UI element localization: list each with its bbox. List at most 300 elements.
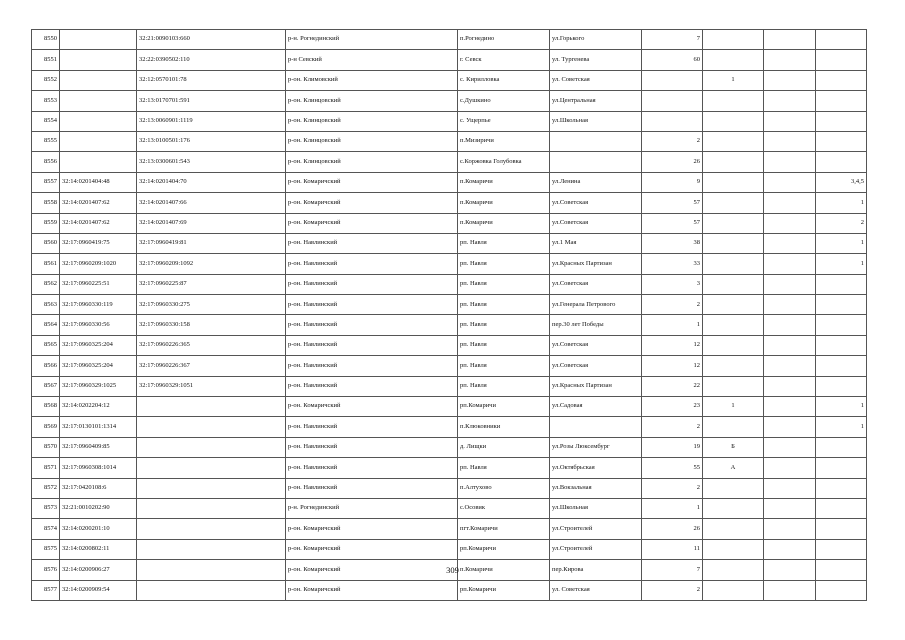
cadastral-number-cell: 32:17:0960308:1014 bbox=[60, 458, 137, 478]
cadastral-number-2-cell: 32:17:0960329:1051 bbox=[137, 376, 286, 396]
cadastral-number-2-cell bbox=[137, 539, 286, 559]
cadastral-number-cell: 32:17:0960209:1020 bbox=[60, 254, 137, 274]
cadastral-number-2-cell bbox=[137, 498, 286, 518]
apartment-cell bbox=[764, 30, 816, 50]
cadastral-number-2-cell bbox=[137, 580, 286, 600]
house-number-cell: 1 bbox=[642, 315, 703, 335]
apartment-cell bbox=[764, 131, 816, 151]
apartment-cell bbox=[764, 376, 816, 396]
district-cell: р-он. Комаричский bbox=[286, 172, 458, 192]
table-row bbox=[32, 152, 867, 172]
room-cell bbox=[816, 498, 867, 518]
locality-cell: с. Кирилловка bbox=[458, 70, 550, 90]
row-number-cell: 8573 bbox=[32, 498, 60, 518]
locality-cell: рп. Навля bbox=[458, 356, 550, 376]
district-cell: р-он. Навлинский bbox=[286, 478, 458, 498]
house-number-cell: 60 bbox=[642, 50, 703, 70]
table-row bbox=[32, 417, 867, 437]
cadastral-number-cell bbox=[60, 91, 137, 111]
locality-cell: рп. Навля bbox=[458, 274, 550, 294]
apartment-cell bbox=[764, 295, 816, 315]
building-cell bbox=[703, 274, 764, 294]
cadastral-number-2-cell: 32:17:0960330:158 bbox=[137, 315, 286, 335]
house-number-cell: 11 bbox=[642, 539, 703, 559]
locality-cell: рп. Навля bbox=[458, 233, 550, 253]
locality-cell: рп. Навля bbox=[458, 295, 550, 315]
building-cell bbox=[703, 376, 764, 396]
cadastral-number-2-cell bbox=[137, 397, 286, 417]
row-number-cell: 8572 bbox=[32, 478, 60, 498]
district-cell: р-он. Навлинский bbox=[286, 376, 458, 396]
room-cell bbox=[816, 315, 867, 335]
house-number-cell: 2 bbox=[642, 131, 703, 151]
locality-cell: с. Ущерпье bbox=[458, 111, 550, 131]
building-cell bbox=[703, 580, 764, 600]
apartment-cell bbox=[764, 356, 816, 376]
district-cell: р-н. Рогнединский bbox=[286, 498, 458, 518]
table-row bbox=[32, 233, 867, 253]
cadastral-number-cell: 32:14:0201407:62 bbox=[60, 193, 137, 213]
cadastral-number-2-cell bbox=[137, 519, 286, 539]
row-number-cell: 8570 bbox=[32, 437, 60, 457]
district-cell: р-н. Рогнединский bbox=[286, 30, 458, 50]
cadastral-number-2-cell: 32:17:0960226:367 bbox=[137, 356, 286, 376]
building-cell bbox=[703, 498, 764, 518]
district-cell: р-он. Навлинский bbox=[286, 335, 458, 355]
district-cell: р-он. Комаричский bbox=[286, 397, 458, 417]
district-cell: р-н Севский bbox=[286, 50, 458, 70]
district-cell: р-он. Навлинский bbox=[286, 254, 458, 274]
street-cell: ул.Красных Партизан bbox=[550, 376, 642, 396]
cadastral-number-cell: 32:14:0200802:11 bbox=[60, 539, 137, 559]
table-row bbox=[32, 519, 867, 539]
table-row bbox=[32, 376, 867, 396]
house-number-cell: 22 bbox=[642, 376, 703, 396]
street-cell bbox=[550, 417, 642, 437]
cadastral-number-cell: 32:17:0960330:56 bbox=[60, 315, 137, 335]
district-cell: р-он. Клинцовский bbox=[286, 91, 458, 111]
cadastral-number-cell: 32:14:0200909:54 bbox=[60, 580, 137, 600]
room-cell bbox=[816, 580, 867, 600]
street-cell: пер.Кирова bbox=[550, 560, 642, 580]
locality-cell: п.Мизиричи bbox=[458, 131, 550, 151]
table-row bbox=[32, 356, 867, 376]
house-number-cell: 38 bbox=[642, 233, 703, 253]
cadastral-number-cell bbox=[60, 152, 137, 172]
house-number-cell: 23 bbox=[642, 397, 703, 417]
apartment-cell bbox=[764, 519, 816, 539]
street-cell: ул.Центральная bbox=[550, 91, 642, 111]
table-row bbox=[32, 172, 867, 192]
locality-cell: рп. Навля bbox=[458, 315, 550, 335]
cadastral-number-2-cell: 32:17:0960419:81 bbox=[137, 233, 286, 253]
register-table bbox=[31, 29, 867, 601]
house-number-cell: 9 bbox=[642, 172, 703, 192]
building-cell bbox=[703, 295, 764, 315]
cadastral-number-cell: 32:14:0200201:10 bbox=[60, 519, 137, 539]
room-cell bbox=[816, 30, 867, 50]
building-cell bbox=[703, 131, 764, 151]
building-cell bbox=[703, 233, 764, 253]
cadastral-number-cell: 32:17:0960409:85 bbox=[60, 437, 137, 457]
building-cell bbox=[703, 111, 764, 131]
cadastral-number-2-cell: 32:17:0960330:275 bbox=[137, 295, 286, 315]
house-number-cell: 26 bbox=[642, 152, 703, 172]
row-number-cell: 8551 bbox=[32, 50, 60, 70]
building-cell bbox=[703, 315, 764, 335]
apartment-cell bbox=[764, 274, 816, 294]
house-number-cell: 55 bbox=[642, 458, 703, 478]
building-cell bbox=[703, 193, 764, 213]
row-number-cell: 8554 bbox=[32, 111, 60, 131]
room-cell: 2 bbox=[816, 213, 867, 233]
row-number-cell: 8569 bbox=[32, 417, 60, 437]
table-row bbox=[32, 193, 867, 213]
building-cell bbox=[703, 152, 764, 172]
street-cell: ул.Советская bbox=[550, 213, 642, 233]
table-row bbox=[32, 397, 867, 417]
cadastral-number-cell bbox=[60, 30, 137, 50]
apartment-cell bbox=[764, 580, 816, 600]
street-cell: ул.Генерала Петрового bbox=[550, 295, 642, 315]
building-cell bbox=[703, 30, 764, 50]
cadastral-number-cell: 32:14:0202204:12 bbox=[60, 397, 137, 417]
apartment-cell bbox=[764, 417, 816, 437]
locality-cell: рп. Навля bbox=[458, 376, 550, 396]
apartment-cell bbox=[764, 335, 816, 355]
locality-cell: д. Лищки bbox=[458, 437, 550, 457]
district-cell: р-он. Клинцовский bbox=[286, 152, 458, 172]
room-cell bbox=[816, 519, 867, 539]
apartment-cell bbox=[764, 152, 816, 172]
cadastral-number-cell bbox=[60, 70, 137, 90]
row-number-cell: 8571 bbox=[32, 458, 60, 478]
table-row bbox=[32, 580, 867, 600]
room-cell bbox=[816, 478, 867, 498]
table-row bbox=[32, 458, 867, 478]
street-cell: ул. Советская bbox=[550, 70, 642, 90]
house-number-cell bbox=[642, 111, 703, 131]
house-number-cell: 19 bbox=[642, 437, 703, 457]
room-cell bbox=[816, 539, 867, 559]
locality-cell: рп. Навля bbox=[458, 254, 550, 274]
apartment-cell bbox=[764, 172, 816, 192]
cadastral-number-2-cell: 32:17:0960226:365 bbox=[137, 335, 286, 355]
apartment-cell bbox=[764, 111, 816, 131]
locality-cell: п.Комаричи bbox=[458, 172, 550, 192]
house-number-cell bbox=[642, 70, 703, 90]
district-cell: р-он. Клинцовский bbox=[286, 131, 458, 151]
apartment-cell bbox=[764, 70, 816, 90]
cadastral-number-2-cell: 32:21:0090103:660 bbox=[137, 30, 286, 50]
room-cell bbox=[816, 70, 867, 90]
house-number-cell: 57 bbox=[642, 193, 703, 213]
table-row bbox=[32, 213, 867, 233]
apartment-cell bbox=[764, 193, 816, 213]
cadastral-number-cell bbox=[60, 131, 137, 151]
district-cell: р-он. Навлинский bbox=[286, 274, 458, 294]
house-number-cell: 33 bbox=[642, 254, 703, 274]
street-cell: ул.Горького bbox=[550, 30, 642, 50]
table-row bbox=[32, 91, 867, 111]
room-cell bbox=[816, 274, 867, 294]
street-cell: ул.Строителей bbox=[550, 519, 642, 539]
row-number-cell: 8559 bbox=[32, 213, 60, 233]
room-cell: 1 bbox=[816, 254, 867, 274]
table-row bbox=[32, 315, 867, 335]
row-number-cell: 8562 bbox=[32, 274, 60, 294]
street-cell: ул.Садовая bbox=[550, 397, 642, 417]
row-number-cell: 8568 bbox=[32, 397, 60, 417]
apartment-cell bbox=[764, 458, 816, 478]
table-row bbox=[32, 131, 867, 151]
house-number-cell: 2 bbox=[642, 580, 703, 600]
row-number-cell: 8566 bbox=[32, 356, 60, 376]
street-cell: ул.Школьная bbox=[550, 111, 642, 131]
cadastral-number-cell: 32:17:0960225:51 bbox=[60, 274, 137, 294]
row-number-cell: 8557 bbox=[32, 172, 60, 192]
house-number-cell: 7 bbox=[642, 560, 703, 580]
room-cell bbox=[816, 131, 867, 151]
locality-cell: с.Коржовка Голубовка bbox=[458, 152, 550, 172]
locality-cell: рп. Навля bbox=[458, 335, 550, 355]
building-cell bbox=[703, 539, 764, 559]
row-number-cell: 8560 bbox=[32, 233, 60, 253]
row-number-cell: 8561 bbox=[32, 254, 60, 274]
apartment-cell bbox=[764, 437, 816, 457]
room-cell bbox=[816, 376, 867, 396]
row-number-cell: 8550 bbox=[32, 30, 60, 50]
locality-cell: п.Рогнедино bbox=[458, 30, 550, 50]
building-cell: 1 bbox=[703, 70, 764, 90]
cadastral-number-cell bbox=[60, 50, 137, 70]
cadastral-number-2-cell bbox=[137, 417, 286, 437]
cadastral-number-2-cell bbox=[137, 437, 286, 457]
district-cell: р-он. Комаричский bbox=[286, 519, 458, 539]
building-cell bbox=[703, 519, 764, 539]
cadastral-number-2-cell: 32:13:0060901:1119 bbox=[137, 111, 286, 131]
cadastral-number-2-cell: 32:14:0201404:70 bbox=[137, 172, 286, 192]
district-cell: р-он. Навлинский bbox=[286, 315, 458, 335]
row-number-cell: 8552 bbox=[32, 70, 60, 90]
street-cell bbox=[550, 152, 642, 172]
district-cell: р-он. Навлинский bbox=[286, 356, 458, 376]
table-row bbox=[32, 478, 867, 498]
room-cell: 3,4,5 bbox=[816, 172, 867, 192]
building-cell bbox=[703, 417, 764, 437]
locality-cell: с.Осовик bbox=[458, 498, 550, 518]
locality-cell: п.Алтухово bbox=[458, 478, 550, 498]
house-number-cell: 57 bbox=[642, 213, 703, 233]
building-cell: А bbox=[703, 458, 764, 478]
street-cell: ул.Вокзальная bbox=[550, 478, 642, 498]
row-number-cell: 8558 bbox=[32, 193, 60, 213]
room-cell bbox=[816, 356, 867, 376]
district-cell: р-он. Климовский bbox=[286, 70, 458, 90]
row-number-cell: 8577 bbox=[32, 580, 60, 600]
building-cell bbox=[703, 478, 764, 498]
row-number-cell: 8563 bbox=[32, 295, 60, 315]
district-cell: р-он. Комаричский bbox=[286, 560, 458, 580]
table-row bbox=[32, 539, 867, 559]
locality-cell: п.Клюковники bbox=[458, 417, 550, 437]
room-cell bbox=[816, 111, 867, 131]
building-cell bbox=[703, 356, 764, 376]
cadastral-number-cell: 32:17:0420108:6 bbox=[60, 478, 137, 498]
table-row bbox=[32, 295, 867, 315]
apartment-cell bbox=[764, 478, 816, 498]
cadastral-number-2-cell: 32:14:0201407:69 bbox=[137, 213, 286, 233]
house-number-cell: 2 bbox=[642, 417, 703, 437]
district-cell: р-он. Комаричский bbox=[286, 539, 458, 559]
row-number-cell: 8567 bbox=[32, 376, 60, 396]
cadastral-number-cell bbox=[60, 111, 137, 131]
table-row bbox=[32, 30, 867, 50]
locality-cell: рп.Комаричи bbox=[458, 397, 550, 417]
street-cell: ул.Советская bbox=[550, 274, 642, 294]
street-cell bbox=[550, 131, 642, 151]
building-cell bbox=[703, 172, 764, 192]
district-cell: р-он. Клинцовский bbox=[286, 111, 458, 131]
house-number-cell: 1 bbox=[642, 498, 703, 518]
cadastral-number-2-cell bbox=[137, 478, 286, 498]
house-number-cell: 7 bbox=[642, 30, 703, 50]
building-cell bbox=[703, 50, 764, 70]
table-body bbox=[32, 30, 867, 601]
district-cell: р-он. Комаричский bbox=[286, 193, 458, 213]
row-number-cell: 8556 bbox=[32, 152, 60, 172]
room-cell: 1 bbox=[816, 193, 867, 213]
table-row bbox=[32, 274, 867, 294]
building-cell bbox=[703, 213, 764, 233]
district-cell: р-он. Навлинский bbox=[286, 295, 458, 315]
room-cell bbox=[816, 152, 867, 172]
cadastral-number-2-cell bbox=[137, 458, 286, 478]
cadastral-number-cell: 32:21:0010202:90 bbox=[60, 498, 137, 518]
apartment-cell bbox=[764, 498, 816, 518]
house-number-cell: 3 bbox=[642, 274, 703, 294]
cadastral-number-cell: 32:14:0201404:48 bbox=[60, 172, 137, 192]
house-number-cell: 2 bbox=[642, 478, 703, 498]
page-number: 309 bbox=[446, 565, 459, 575]
street-cell: ул.Советская bbox=[550, 356, 642, 376]
locality-cell: рп.Комаричи bbox=[458, 580, 550, 600]
locality-cell: п.Комаричи bbox=[458, 213, 550, 233]
cadastral-number-cell: 32:14:0201407:62 bbox=[60, 213, 137, 233]
cadastral-number-cell: 32:14:0200906:27 bbox=[60, 560, 137, 580]
locality-cell: п.Комаричи bbox=[458, 193, 550, 213]
building-cell: 1 bbox=[703, 397, 764, 417]
cadastral-number-2-cell: 32:17:0960225:87 bbox=[137, 274, 286, 294]
row-number-cell: 8574 bbox=[32, 519, 60, 539]
house-number-cell: 12 bbox=[642, 356, 703, 376]
street-cell: пер.30 лет Победы bbox=[550, 315, 642, 335]
room-cell bbox=[816, 437, 867, 457]
house-number-cell: 2 bbox=[642, 295, 703, 315]
building-cell bbox=[703, 335, 764, 355]
street-cell: ул.Строителей bbox=[550, 539, 642, 559]
row-number-cell: 8555 bbox=[32, 131, 60, 151]
street-cell: ул.Розы Люксембург bbox=[550, 437, 642, 457]
row-number-cell: 8564 bbox=[32, 315, 60, 335]
locality-cell: п.Комаричи bbox=[458, 560, 550, 580]
cadastral-number-2-cell: 32:17:0960209:1092 bbox=[137, 254, 286, 274]
district-cell: р-он. Комаричский bbox=[286, 213, 458, 233]
cadastral-number-2-cell: 32:14:0201407:66 bbox=[137, 193, 286, 213]
apartment-cell bbox=[764, 539, 816, 559]
street-cell: ул.Советская bbox=[550, 193, 642, 213]
street-cell: ул.1 Мая bbox=[550, 233, 642, 253]
locality-cell: с.Душкино bbox=[458, 91, 550, 111]
locality-cell: пгт.Комаричи bbox=[458, 519, 550, 539]
building-cell: Б bbox=[703, 437, 764, 457]
room-cell bbox=[816, 295, 867, 315]
district-cell: р-он. Навлинский bbox=[286, 233, 458, 253]
room-cell bbox=[816, 458, 867, 478]
row-number-cell: 8575 bbox=[32, 539, 60, 559]
district-cell: р-он. Навлинский bbox=[286, 458, 458, 478]
table-row bbox=[32, 498, 867, 518]
table-row bbox=[32, 437, 867, 457]
district-cell: р-он. Комаричский bbox=[286, 580, 458, 600]
row-number-cell: 8565 bbox=[32, 335, 60, 355]
cadastral-number-cell: 32:17:0960325:204 bbox=[60, 335, 137, 355]
apartment-cell bbox=[764, 254, 816, 274]
table-row bbox=[32, 70, 867, 90]
apartment-cell bbox=[764, 50, 816, 70]
room-cell: 1 bbox=[816, 397, 867, 417]
building-cell bbox=[703, 254, 764, 274]
room-cell bbox=[816, 335, 867, 355]
apartment-cell bbox=[764, 91, 816, 111]
cadastral-number-2-cell: 32:13:0300601:543 bbox=[137, 152, 286, 172]
apartment-cell bbox=[764, 315, 816, 335]
street-cell: ул.Советская bbox=[550, 335, 642, 355]
district-cell: р-он. Навлинский bbox=[286, 417, 458, 437]
apartment-cell bbox=[764, 233, 816, 253]
room-cell bbox=[816, 50, 867, 70]
house-number-cell bbox=[642, 91, 703, 111]
locality-cell: рп.Комаричи bbox=[458, 539, 550, 559]
room-cell bbox=[816, 91, 867, 111]
room-cell: 1 bbox=[816, 233, 867, 253]
street-cell: ул. Тургенева bbox=[550, 50, 642, 70]
house-number-cell: 26 bbox=[642, 519, 703, 539]
street-cell: ул.Красных Партизан bbox=[550, 254, 642, 274]
row-number-cell: 8576 bbox=[32, 560, 60, 580]
cadastral-number-cell: 32:17:0960329:1025 bbox=[60, 376, 137, 396]
street-cell: ул.Ленина bbox=[550, 172, 642, 192]
street-cell: ул.Школьная bbox=[550, 498, 642, 518]
cadastral-number-cell: 32:17:0960325:204 bbox=[60, 356, 137, 376]
cadastral-number-cell: 32:17:0960330:119 bbox=[60, 295, 137, 315]
room-cell: 1 bbox=[816, 417, 867, 437]
building-cell bbox=[703, 91, 764, 111]
district-cell: р-он. Навлинский bbox=[286, 437, 458, 457]
table-row bbox=[32, 254, 867, 274]
apartment-cell bbox=[764, 213, 816, 233]
table-row bbox=[32, 111, 867, 131]
street-cell: ул. Советская bbox=[550, 580, 642, 600]
locality-cell: г. Севск bbox=[458, 50, 550, 70]
row-number-cell: 8553 bbox=[32, 91, 60, 111]
cadastral-number-2-cell: 32:12:0570101:78 bbox=[137, 70, 286, 90]
street-cell: ул.Октябрьская bbox=[550, 458, 642, 478]
table-row bbox=[32, 50, 867, 70]
cadastral-number-cell: 32:17:0960419:75 bbox=[60, 233, 137, 253]
cadastral-number-2-cell: 32:13:0100501:176 bbox=[137, 131, 286, 151]
apartment-cell bbox=[764, 397, 816, 417]
